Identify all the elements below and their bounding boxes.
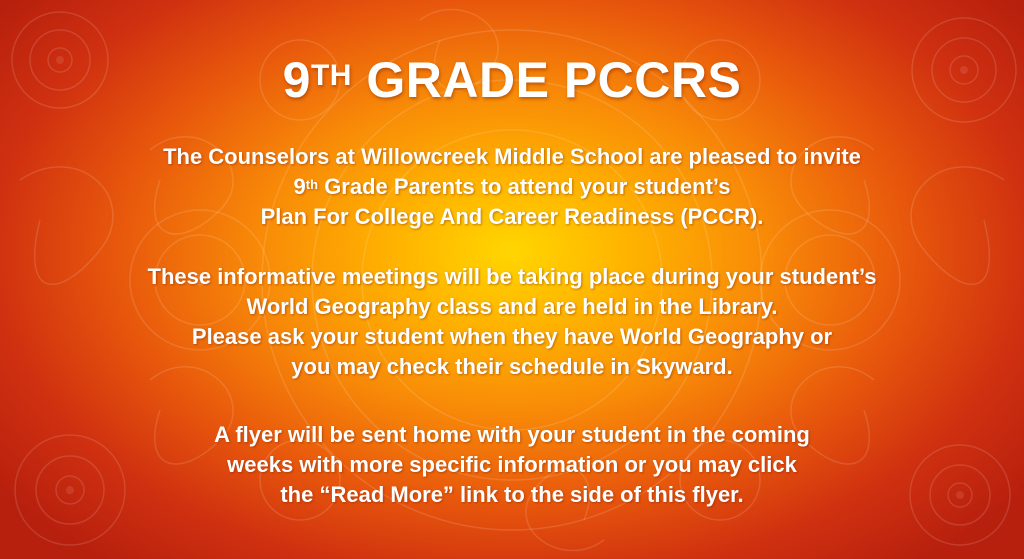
meeting-info-line-1: These informative meetings will be taking place during your student’s	[147, 264, 877, 289]
flyer-notice-paragraph	[0, 420, 1024, 510]
invitation-line-3: Plan For College And Career Readiness (PCCR).	[260, 204, 764, 229]
invitation-line-2	[0, 172, 1024, 202]
title-superscript: TH	[310, 59, 352, 92]
flyer-notice-line-3: the “Read More” link to the side of this flyer.	[280, 482, 744, 507]
invitation-line-1: The Counselors at Willowcreek Middle School are pleased to invite	[163, 144, 861, 169]
invitation-line-2-superscript: th	[305, 177, 319, 192]
meeting-info-paragraph	[0, 262, 1024, 382]
flyer-notice-line-2: weeks with more specific information or you may click	[227, 452, 797, 477]
invitation-line-2-prefix: 9	[293, 174, 306, 199]
meeting-info-line-4: you may check their schedule in Skyward.	[291, 354, 733, 379]
meeting-info-line-3: Please ask your student when they have World Geography or	[191, 324, 833, 349]
title-prefix: 9	[282, 52, 311, 108]
meeting-info-line-2: World Geography class and are held in the Library.	[246, 294, 778, 319]
flyer-notice-line-1: A flyer will be sent home with your student in the coming	[214, 422, 810, 447]
flyer-title	[0, 52, 1024, 108]
title-suffix: GRADE PCCRS	[351, 52, 742, 108]
invitation-line-2-suffix: Grade Parents to attend your student’s	[318, 174, 731, 199]
invitation-paragraph	[0, 142, 1024, 232]
